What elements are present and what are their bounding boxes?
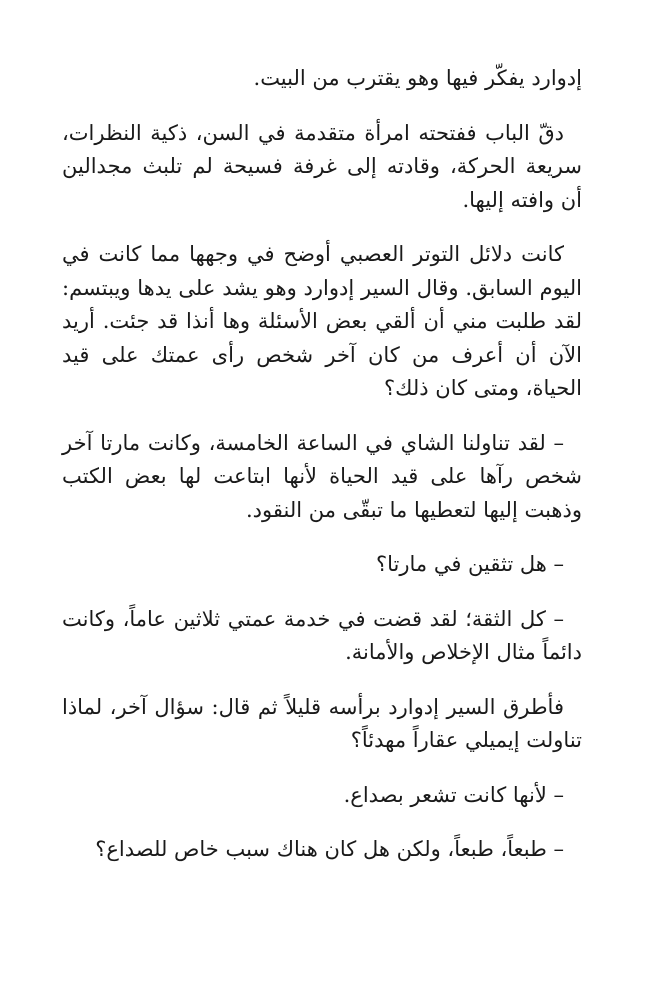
paragraph-4: – لقد تناولنا الشاي في الساعة الخامسة، وكانت مارتا آخر شخص رآها على قيد الحياة لأنها ابتاعت لها بعض الكتب وذهبت إليها لتعطيها ما تبقّى من النقود. bbox=[62, 430, 582, 522]
paragraph-8: – لأنها كانت تشعر بصداع. bbox=[343, 782, 564, 807]
book-page bbox=[62, 62, 582, 867]
paragraph-7: فأطرق السير إدوارد برأسه قليلاً ثم قال: سؤال آخر، لماذا تناولت إيميلي عقاراً مهدئاً؟ bbox=[62, 694, 582, 752]
paragraph-6: – كل الثقة؛ لقد قضت في خدمة عمتي ثلاثين عاماً، وكانت دائماً مثال الإخلاص والأمانة. bbox=[62, 606, 582, 664]
paragraph-3: كانت دلائل التوتر العصبي أوضح في وجهها مما كانت في اليوم السابق. وقال السير إدوارد وهو يشد على يدها ويبتسم: لقد طلبت مني أن ألقي بعض الأسئلة وها أنذا قد جئت. أريد الآن أن أعرف من كان آخر شخص رأى عمتك على قيد الحياة، ومتى كان ذلك؟ bbox=[62, 242, 582, 400]
paragraph-5: – هل تثقين في مارتا؟ bbox=[375, 552, 564, 576]
paragraph-9: – طبعاً، طبعاً، ولكن هل كان هناك سبب خاص للصداع؟ bbox=[95, 837, 564, 861]
paragraph-1: إدوارد يفكّر فيها وهو يقترب من البيت. bbox=[253, 66, 582, 90]
paragraph-2: دقّ الباب ففتحته امرأة متقدمة في السن، ذكية النظرات، سريعة الحركة، وقادته إلى غرفة فسيحة لم تلبث مجدالين أن وافته إليها. bbox=[62, 120, 582, 212]
